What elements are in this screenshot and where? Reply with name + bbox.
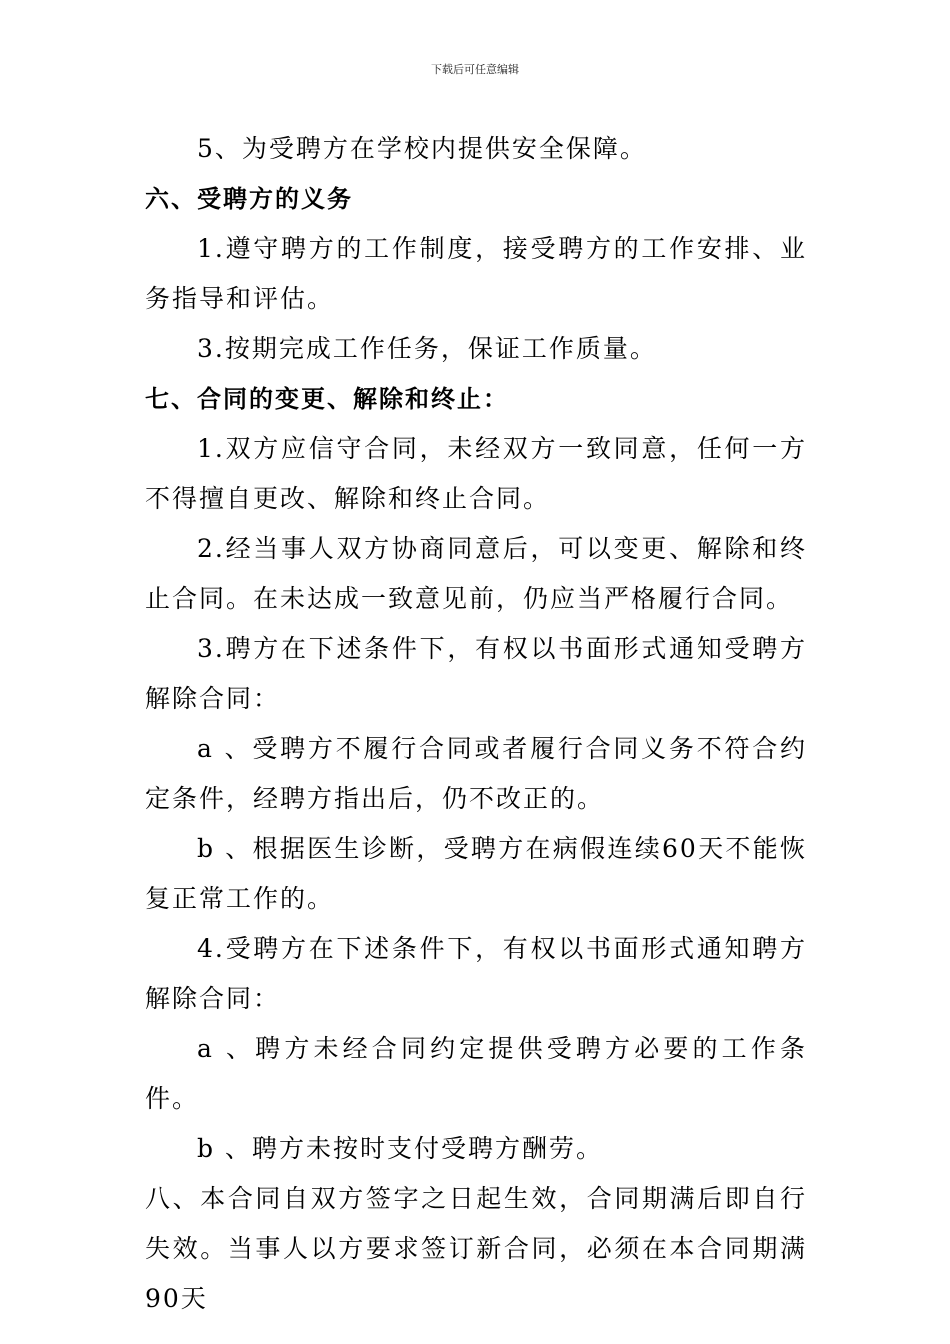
paragraph-change-4: 4.受聘方在下述条件下，有权以书面形式通知聘方解除合同： bbox=[145, 934, 807, 1013]
paragraph-change-3: 3.聘方在下述条件下，有权以书面形式通知受聘方解除合同： bbox=[145, 634, 807, 713]
document-body bbox=[145, 124, 807, 1324]
paragraph-change-4b: b 、聘方未按时支付受聘方酬劳。 bbox=[197, 1134, 603, 1163]
page-header-note: 下载后可任意编辑 bbox=[431, 63, 519, 76]
paragraph-change-2: 2.经当事人双方协商同意后，可以变更、解除和终止合同。在未达成一致意见前，仍应当严格履行合同。 bbox=[145, 534, 807, 613]
paragraph-obligation-3: 3.按期完成工作任务，保证工作质量。 bbox=[197, 334, 657, 363]
section-eight-effectiveness: 八、本合同自双方签字之日起生效，合同期满后即自行失效。当事人以方要求签订新合同，必须在本合同期满90天 bbox=[145, 1184, 807, 1313]
section-heading-contract-changes: 七、合同的变更、解除和终止： bbox=[145, 385, 509, 413]
paragraph-change-1: 1.双方应信守合同，未经双方一致同意，任何一方不得擅自更改、解除和终止合同。 bbox=[145, 434, 807, 513]
paragraph-change-3b: b 、根据医生诊断，受聘方在病假连续60天不能恢复正常工作的。 bbox=[145, 834, 807, 913]
paragraph-obligation-1: 1.遵守聘方的工作制度，接受聘方的工作安排、业务指导和评估。 bbox=[145, 234, 807, 313]
paragraph-change-4a: a 、聘方未经合同约定提供受聘方必要的工作条件。 bbox=[145, 1034, 807, 1113]
paragraph-change-3a: a 、受聘方不履行合同或者履行合同义务不符合约定条件，经聘方指出后，仍不改正的。 bbox=[145, 734, 807, 813]
paragraph-safety-guarantee: 5、为受聘方在学校内提供安全保障。 bbox=[197, 134, 647, 163]
section-heading-obligations: 六、受聘方的义务 bbox=[145, 185, 353, 213]
